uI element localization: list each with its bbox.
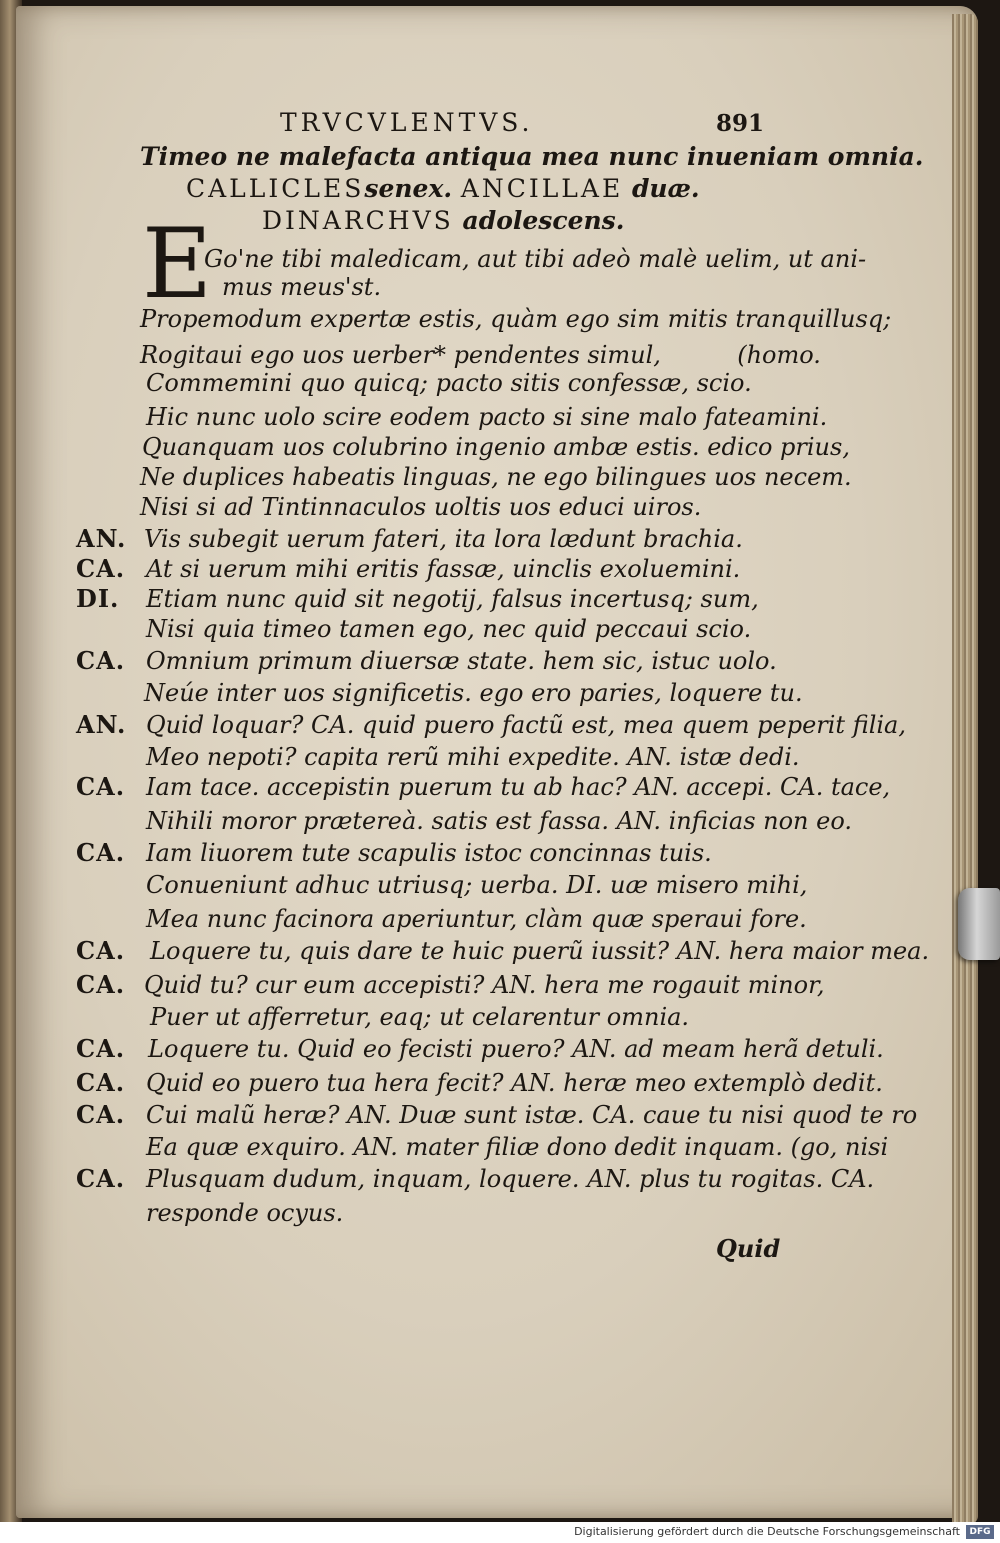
speaker-label: CA. [76,1100,126,1129]
cast-name-callicles: CALLICLES [186,174,365,203]
verse-line: Quid tu? cur eum accepisti? AN. hera me rogauit minor, [144,971,825,999]
cast-name-ancillae: ANCILLAE [460,174,624,203]
folio-number: 891 [716,110,765,137]
verse-line: At si uerum mihi eritis fassæ, uinclis exoluemini. [146,555,741,583]
heading-line: Timeo ne malefacta antiqua mea nunc inueniam omnia. [140,142,924,171]
verse-line: Nisi quia timeo tamen ego, nec quid peccaui scio. [146,615,752,643]
speaker-label: CA. [76,838,126,867]
verse-line: Nihili moror prætereà. satis est fassa. AN. inficias non eo. [146,807,852,835]
verse-line: Cui malũ heræ? AN. Duæ sunt istæ. CA. caue tu nisi quod te ro [146,1101,918,1129]
verse-line: mus meus'st. [222,273,382,301]
digitization-footer [0,1522,1000,1543]
verse-line: Iam tace. accepistin puerum tu ab hac? AN. accepi. CA. tace, [146,773,891,801]
running-title: TRVCVLENTVS. [280,108,534,137]
verse-line: responde ocyus. [146,1199,344,1227]
verse-line: Loquere tu. Quid eo fecisti puero? AN. ad meam herã detuli. [148,1035,884,1063]
speaker-label: CA. [76,1068,126,1097]
speaker-label: AN. [76,710,127,739]
verse-line: Propemodum expertæ estis, quàm ego sim mitis tranquillusq; [140,305,892,333]
speaker-label: CA. [76,772,126,801]
verse-line: Hic nunc uolo scire eodem pacto si sine malo fateamini. [146,403,828,431]
catchword: Quid [716,1234,781,1263]
verse-line: Vis subegit uerum fateri, ita lora lædunt brachia. [144,525,743,553]
verse-line: Quid loquar? CA. quid puero factũ est, mea quem peperit filia, [146,711,906,739]
verse-line: Mea nunc facinora aperiuntur, clàm quæ speraui fore. [146,905,807,933]
speaker-label: CA. [76,554,126,583]
verse-line: Omnium primum diuersæ state. hem sic, istuc uolo. [146,647,777,675]
cast-role-senex: senex. [364,174,453,203]
cast-role-duae: duæ. [631,174,700,203]
verse-line: Ea quæ exquiro. AN. mater filiæ dono dedit inquam. (go, nisi [146,1133,889,1161]
verse-line: Nisi si ad Tintinnaculos uoltis uos educi uiros. [140,493,702,521]
speaker-label: CA. [76,936,126,965]
verse-line: Conueniunt adhuc utriusq; uerba. DI. uæ misero mihi, [146,871,808,899]
verse-line: Neúe inter uos significetis. ego ero paries, loquere tu. [144,679,803,707]
verse-line: Iam liuorem tute scapulis istoc concinnas tuis. [146,839,712,867]
dfg-logo: DFG [966,1525,994,1539]
verse-line: Etiam nunc quid sit negotij, falsus incertusq; sum, [146,585,759,613]
cast-line-1 [186,174,700,203]
speaker-label: CA. [76,646,126,675]
speaker-label: CA. [76,1034,126,1063]
verse-line: Meo nepoti? capita rerũ mihi expedite. AN. istæ dedi. [146,743,800,771]
verse-line: Ne duplices habeatis linguas, ne ego bilingues uos necem. [140,463,852,491]
verse-line: Quid eo puero tua hera fecit? AN. heræ meo extemplò dedit. [146,1069,883,1097]
verse-line: Puer ut afferretur, eaq; ut celarentur omnia. [150,1003,690,1031]
footer-credit: Digitalisierung gefördert durch die Deutsche Forschungsgemeinschaft [574,1525,960,1538]
verse-line: Rogitaui ego uos uerber* pendentes simul, (homo. [140,341,821,369]
cast-name-dinarchus: DINARCHVS [262,206,454,235]
speaker-label: AN. [76,524,127,553]
speaker-label: CA. [76,1164,126,1193]
verse-line: Commemini quo quicq; pacto sitis confessæ, scio. [146,369,752,397]
cast-role-adolescens: adolescens. [462,206,625,235]
speaker-label: DI. [76,584,120,613]
verse-line: Loquere tu, quis dare te huic puerũ iussit? AN. hera maior mea. [150,937,930,965]
speaker-label: CA. [76,970,126,999]
verse-line: Quanquam uos colubrino ingenio ambæ estis. edico prius, [142,433,850,461]
drop-cap: E [142,208,213,320]
cast-line-2 [262,206,624,235]
verse-line: Go'ne tibi maledicam, aut tibi adeò malè uelim, ut ani- [204,245,867,273]
verse-line: Plusquam dudum, inquam, loquere. AN. plus tu rogitas. CA. [146,1165,875,1193]
